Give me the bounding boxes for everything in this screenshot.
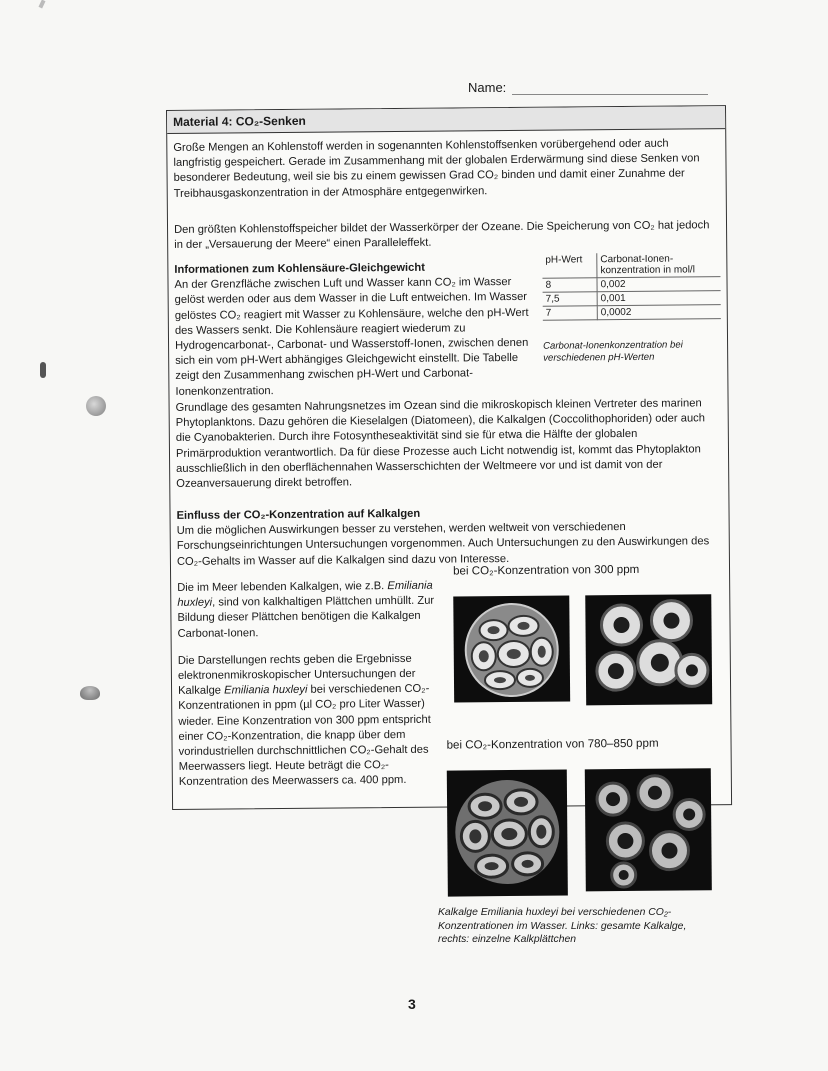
species-name: Emiliania huxleyi: [177, 579, 433, 610]
kalkalgen-paragraph-1: [177, 579, 438, 642]
table-header-row: [542, 252, 720, 278]
kalkalgen-paragraph-2: [178, 651, 439, 790]
table-cell: 0,002: [597, 277, 721, 292]
info-section: [174, 260, 535, 400]
table-cell: 0,001: [597, 291, 721, 306]
einfluss-heading: Einfluss der CO₂-Konzentration auf Kalkalgen: [176, 507, 421, 522]
micrograph-whole-cell-300ppm: [453, 595, 570, 702]
image-heading-780-850ppm: bei CO₂-Konzentration von 780–850 ppm: [446, 736, 659, 752]
page-number: 3: [408, 996, 416, 1012]
table-header-ph: pH-Wert: [542, 253, 597, 278]
einfluss-text: Um die möglichen Auswirkungen besser zu verstehen, werden weltweit von verschiedenen Forschungseinrichtungen Untersuchungen vorgenommen. Auch Untersuchungen zu den Auswirkungen des CO₂-Gehalts im Wasser auf die Kalkalgen sind dazu von Interesse.: [176, 521, 710, 568]
text-span: Die Darstellungen rechts geben die Ergebnisse elektronenmikroskopischer Untersuchungen der Kalkalge: [177, 652, 416, 698]
table-row: [543, 305, 721, 321]
ph-table: [542, 252, 721, 321]
table-header-carbonat: Carbonat-Ionen-konzentration in mol/l: [597, 252, 721, 278]
binder-clip-mark: [40, 362, 46, 378]
material-box: [166, 105, 732, 810]
punch-hole-top: [86, 396, 106, 416]
name-field: [468, 80, 708, 95]
table-cell: 0,0002: [597, 305, 721, 320]
name-label: Name:: [468, 80, 507, 95]
micrograph-platelets-300ppm: [585, 594, 712, 705]
text-span: bei verschiedenen CO₂-Konzentrationen in ppm (µl CO₂ pro Liter Wasser) wieder. Eine Konzentration von 300 ppm entspricht einer CO₂-Konzentration, die knapp über dem vorindustriellen durchschnittlichen CO₂-Gehalt des Meerwassers liegt. Heute beträgt die CO₂-Konzentration des Meerwassers ca. 400 ppm.: [178, 682, 431, 789]
table-cell: 7: [543, 306, 598, 320]
info-text: An der Grenzfläche zwischen Luft und Wasser kann CO₂ im Wasser gelöst werden oder aus dem Wasser in die Luft entweichen. Im Wasser gelöstes CO₂ reagiert mit Wasser zu Kohlensäure, welche den pH-Wert des Wassers senkt. Die Kohlensäure reagiert wiederum zu Hydrogencarbonat-, Carbonat- und Wasserstoff-Ionen, zwischen denen sich ein vom pH-Wert abhängiges Gleichgewicht einstellt. Die Tabelle zeigt den Zusammenhang zwischen pH-Wert und Carbonat-Ionenkonzentration.: [174, 276, 529, 398]
table-cell: 7,5: [543, 292, 598, 306]
figure-caption: Kalkalge Emiliania huxleyi bei verschiedenen CO₂-Konzentrationen im Wasser. Links: gesamte Kalkalge, rechts: einzelne Kalkplättchen: [438, 907, 687, 946]
ocean-paragraph: Den größten Kohlenstoffspeicher bildet der Wasserkörper der Ozeane. Die Speicherung von CO₂ hat jedoch in der „Versauerung der Meere“ einen Paralleleffekt.: [173, 219, 710, 252]
phytoplankton-paragraph: Grundlage des gesamten Nahrungsnetzes im Ozean sind die mikroskopisch kleinen Vertreter des marinen Phytoplanktons. Dazu gehören die Kieselalgen (Diatomeen), die Kalkalgen (Coccolithophoriden) oder auch die Cyanobakterien. Durch ihre Fotosyntheseaktivität sind sie für etwa die Hälfte der globalen Primärproduktion verantwortlich. Da für diese Prozesse auch Licht notwendig ist, kommt das Phytoplakton ausschließlich in den oberflächennahen Wasserschichten der Weltmeere vor und ist damit von der Ozeanversauerung direkt betroffen.: [175, 397, 706, 490]
name-blank-line: [512, 94, 708, 95]
species-name: Emiliania huxleyi: [224, 684, 308, 697]
info-heading: Informationen zum Kohlensäure-Gleichgewicht: [174, 261, 425, 276]
punch-hole-bottom: [80, 686, 100, 700]
material-title: Material 4: CO₂-Senken: [167, 106, 725, 134]
image-heading-300ppm: bei CO₂-Konzentration von 300 ppm: [452, 562, 640, 578]
micrograph-whole-cell-780ppm: [447, 770, 568, 897]
intro-paragraph: Große Mengen an Kohlenstoff werden in sogenannten Kohlenstoffsenken vorübergehend oder auch langfristig gespeichert. Gerade im Zusammenhang mit der globalen Erderwärmung sind diese Senken von besonderer Bedeutung, weil sie bis zu einem gewissen Grad CO₂ binden und damit einer Zunahme der Treibhausgaskonzentration in der Atmosphäre entgegenwirken.: [173, 137, 700, 200]
einfluss-section: [176, 504, 721, 570]
table-row: [543, 291, 721, 307]
pen-mark: [38, 0, 45, 8]
text-span: , sind von kalkhaltigen Plättchen umhüllt. Zur Bildung dieser Plättchen benötigen die Kalkalgen Carbonat-Ionen.: [177, 594, 435, 640]
table-caption: Carbonat-Ionenkonzentration bei verschiedenen pH-Werten: [543, 339, 683, 364]
micrograph-platelets-780ppm: [585, 768, 712, 891]
table-cell: 8: [542, 278, 597, 292]
table-row: [542, 277, 720, 293]
kalkalgen-text-column: [177, 579, 439, 791]
text-span: Die im Meer lebenden Kalkalgen, wie z.B.: [177, 580, 388, 594]
